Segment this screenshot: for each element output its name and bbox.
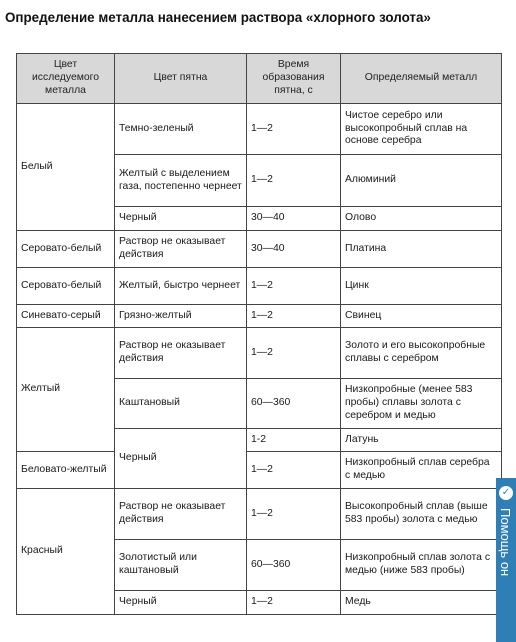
- cell-metal-color: Беловато-желтый: [17, 452, 115, 489]
- cell-metal-color: Белый: [17, 104, 115, 231]
- cell-metal-color: Серовато-белый: [17, 231, 115, 268]
- cell-spot-color: Грязно-желтый: [115, 305, 247, 328]
- cell-spot-color: Черный: [115, 207, 247, 231]
- table-row: [17, 305, 502, 328]
- header-detected-metal: Определяемый металл: [341, 54, 502, 104]
- table-row: [17, 452, 502, 489]
- table-row: [17, 231, 502, 268]
- help-online-tab[interactable]: [496, 478, 516, 642]
- cell-detected-metal: Свинец: [341, 305, 502, 328]
- cell-detected-metal: Чистое серебро или высокопробный сплав на основе серебра: [341, 104, 502, 155]
- header-metal-color: Цвет исследуемого металла: [17, 54, 115, 104]
- cell-metal-color: Серовато-белый: [17, 268, 115, 305]
- cell-detected-metal: Медь: [341, 591, 502, 615]
- cell-spot-color: Желтый с выделением газа, постепенно чернеет: [115, 155, 247, 207]
- table-row: [17, 489, 502, 540]
- cell-spot-color: Желтый, быстро чернеет: [115, 268, 247, 305]
- cell-spot-time: 1—2: [247, 155, 341, 207]
- cell-detected-metal: Высокопробный сплав (выше 583 пробы) золота с медью: [341, 489, 502, 540]
- cell-spot-color: Каштановый: [115, 379, 247, 429]
- metal-table-container: [16, 53, 501, 615]
- cell-spot-color: Черный: [115, 429, 247, 489]
- cell-detected-metal: Олово: [341, 207, 502, 231]
- cell-spot-time: 1—2: [247, 305, 341, 328]
- chat-icon: ✓: [499, 486, 513, 500]
- cell-detected-metal: Низкопробный сплав золота с медью (ниже 583 пробы): [341, 540, 502, 591]
- cell-spot-color: Раствор не оказывает действия: [115, 328, 247, 379]
- metal-identification-table: [16, 53, 502, 615]
- cell-metal-color: Красный: [17, 489, 115, 615]
- cell-spot-time: 60—360: [247, 379, 341, 429]
- cell-detected-metal: Золото и его высокопробные сплавы с серебром: [341, 328, 502, 379]
- cell-detected-metal: Цинк: [341, 268, 502, 305]
- table-row: [17, 328, 502, 379]
- cell-spot-time: 30—40: [247, 207, 341, 231]
- cell-spot-time: 1—2: [247, 104, 341, 155]
- cell-detected-metal: Низкопробный сплав серебра с медью: [341, 452, 502, 489]
- table-row: [17, 268, 502, 305]
- header-spot-time: Время образования пятна, с: [247, 54, 341, 104]
- cell-detected-metal: Платина: [341, 231, 502, 268]
- cell-metal-color: Синевато-серый: [17, 305, 115, 328]
- cell-spot-time: 1—2: [247, 328, 341, 379]
- cell-detected-metal: Низкопробные (менее 583 пробы) сплавы золота с серебром и медью: [341, 379, 502, 429]
- cell-spot-time: 1—2: [247, 452, 341, 489]
- cell-spot-time: 1—2: [247, 489, 341, 540]
- cell-spot-color: Раствор не оказывает действия: [115, 489, 247, 540]
- table-header-row: [17, 54, 502, 104]
- cell-detected-metal: Латунь: [341, 429, 502, 452]
- cell-spot-color: Черный: [115, 591, 247, 615]
- cell-spot-time: 30—40: [247, 231, 341, 268]
- cell-spot-time: 1—2: [247, 268, 341, 305]
- cell-spot-color: Золотистый или каштановый: [115, 540, 247, 591]
- help-online-label: Помощь он: [498, 508, 513, 577]
- header-spot-color: Цвет пятна: [115, 54, 247, 104]
- cell-spot-time: 1-2: [247, 429, 341, 452]
- table-row: [17, 104, 502, 155]
- cell-spot-time: 60—360: [247, 540, 341, 591]
- cell-metal-color: Желтый: [17, 328, 115, 452]
- cell-detected-metal: Алюминий: [341, 155, 502, 207]
- page-title: Определение металла нанесением раствора «хлорного золота»: [5, 10, 431, 25]
- cell-spot-time: 1—2: [247, 591, 341, 615]
- cell-spot-color: Раствор не оказывает действия: [115, 231, 247, 268]
- cell-spot-color: Темно-зеленый: [115, 104, 247, 155]
